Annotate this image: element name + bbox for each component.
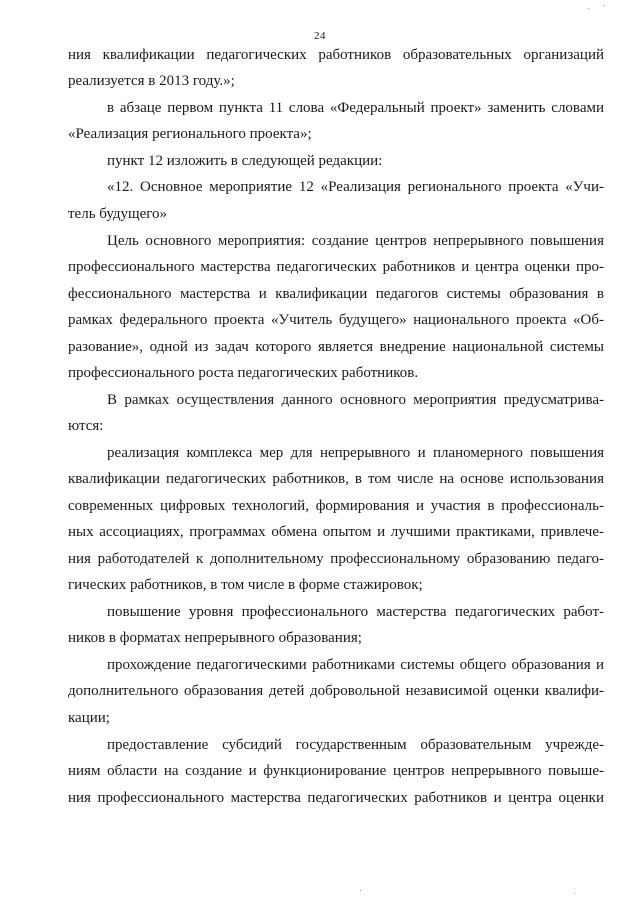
text-line: предоставление субсидий государственным образовательным учрежде-	[107, 737, 604, 753]
scan-speck	[588, 8, 589, 9]
scan-speck	[574, 893, 575, 894]
text-line: ния квалификации педагогических работников образовательных организаций	[68, 47, 604, 63]
text-line: разование», одной из задач которого является внедрение национальной системы	[68, 339, 604, 355]
text-line: ных ассоциациях, программах обмена опытом и лучшими практиками, привлече-	[68, 524, 604, 540]
text-line: «Реализация регионального проекта»;	[68, 126, 312, 142]
text-line: ния работодателей к дополнительному профессиональному образованию педаго-	[68, 551, 604, 567]
text-line: пункт 12 изложить в следующей редакции:	[107, 153, 383, 169]
text-line: В рамках осуществления данного основного мероприятия предусматрива-	[107, 392, 604, 408]
text-line: тель будущего»	[68, 206, 168, 222]
text-line: дополнительного образования детей добровольной независимой оценки квалифи-	[68, 683, 604, 699]
text-line: прохождение педагогическими работниками системы общего образования и	[107, 657, 604, 673]
text-line: Цель основного мероприятия: создание центров непрерывного повышения	[107, 233, 604, 249]
text-line: ния профессионального мастерства педагогических работников и центра оценки	[68, 790, 604, 806]
text-line: ниям области на создание и функционирование центров непрерывного повыше-	[68, 763, 604, 779]
text-line: рамках федерального проекта «Учитель будущего» национального проекта «Об-	[68, 312, 604, 328]
scan-speck	[360, 890, 361, 891]
text-line: ников в форматах непрерывного образования;	[68, 630, 362, 646]
text-line: квалификации педагогических работников, в том числе на основе использования	[68, 471, 604, 487]
text-line: фессионального мастерства и квалификации педагогов системы образования в	[68, 286, 604, 302]
text-line: ются:	[68, 418, 104, 434]
text-line: «12. Основное мероприятие 12 «Реализация регионального проекта «Учи-	[107, 179, 604, 195]
text-line: профессионального роста педагогических работников.	[68, 365, 419, 381]
text-line: гических работников, в том числе в форме стажировок;	[68, 577, 423, 593]
text-line: реализуется в 2013 году.»;	[68, 73, 235, 89]
text-line: кации;	[68, 710, 110, 726]
text-line: реализация комплекса мер для непрерывного и планомерного повышения	[107, 445, 604, 461]
scan-speck	[604, 5, 605, 6]
text-line: в абзаце первом пункта 11 слова «Федеральный проект» заменить словами	[107, 100, 604, 116]
text-line: повышение уровня профессионального мастерства педагогических работ-	[107, 604, 604, 620]
text-line: профессионального мастерства педагогических работников и центра оценки про-	[68, 259, 604, 275]
page-number: 24	[314, 30, 326, 42]
text-line: современных цифровых технологий, формирования и участия в профессиональ-	[68, 498, 604, 514]
